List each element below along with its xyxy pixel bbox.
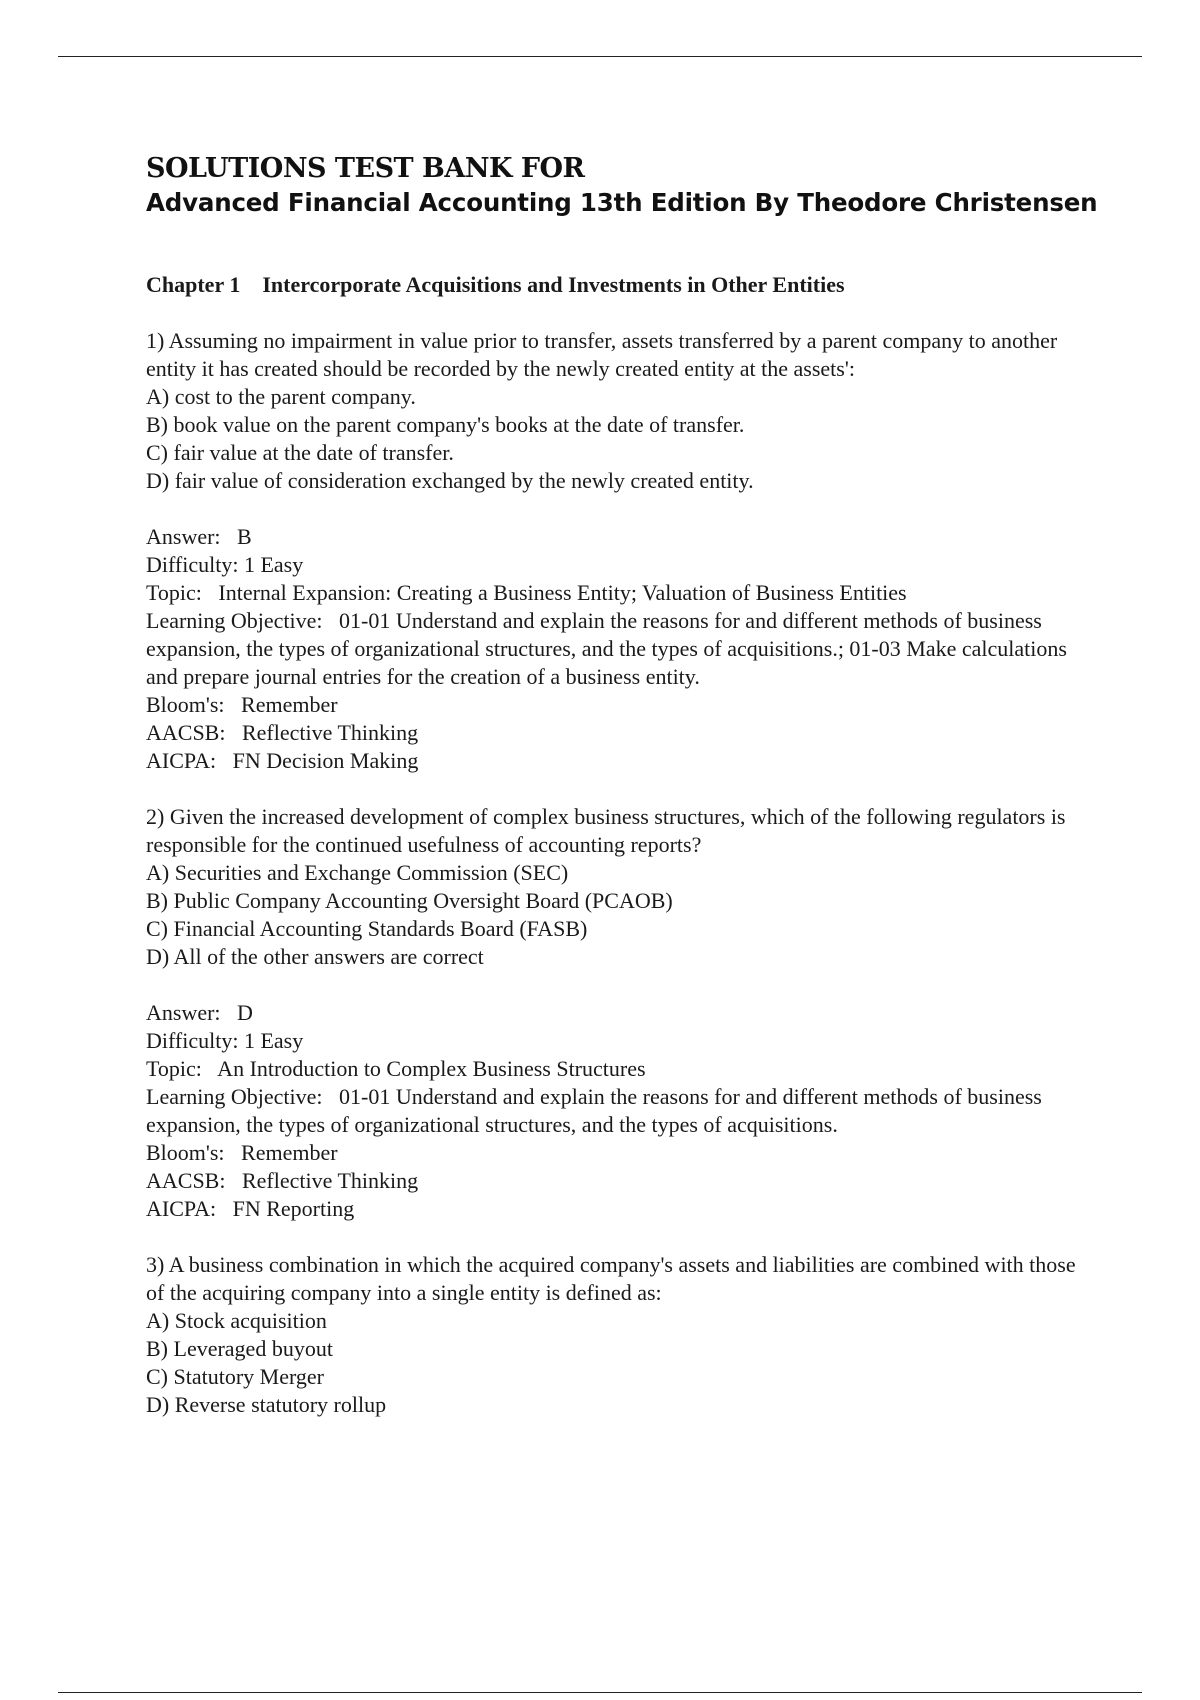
aacsb-line: AACSB: Reflective Thinking (146, 1168, 419, 1193)
question-metadata (146, 999, 1086, 1223)
question-2 (146, 803, 1086, 1223)
question-3 (146, 1251, 1086, 1419)
answer-option: D) Reverse statutory rollup (146, 1392, 387, 1417)
question-metadata (146, 523, 1086, 775)
answer-option: A) Securities and Exchange Commission (SEC) (146, 860, 569, 885)
aicpa-line: AICPA: FN Decision Making (146, 748, 419, 773)
answer-option: C) fair value at the date of transfer. (146, 440, 454, 465)
answer-option: B) Leveraged buyout (146, 1336, 333, 1361)
document-subtitle: Advanced Financial Accounting 13th Edition By Theodore Christensen (146, 188, 1098, 217)
answer-option: D) All of the other answers are correct (146, 944, 484, 969)
blooms-line: Bloom's: Remember (146, 692, 338, 717)
answer-line: Answer: D (146, 1000, 253, 1025)
document-page (146, 152, 1098, 1419)
answer-option: A) cost to the parent company. (146, 384, 416, 409)
question-stem: 1) Assuming no impairment in value prior to transfer, assets transferred by a parent company to another entity it has created should be recorded by the newly created entity at the assets': (146, 328, 1058, 381)
topic-line: Topic: Internal Expansion: Creating a Business Entity; Valuation of Business Entities (146, 580, 907, 605)
document-title: SOLUTIONS TEST BANK FOR (146, 153, 585, 184)
question-stem: 2) Given the increased development of complex business structures, which of the following regulators is responsible for the continued usefulness of accounting reports? (146, 804, 1066, 857)
answer-option: D) fair value of consideration exchanged by the newly created entity. (146, 468, 754, 493)
answer-option: B) book value on the parent company's books at the date of transfer. (146, 412, 745, 437)
difficulty-line: Difficulty: 1 Easy (146, 552, 304, 577)
blooms-line: Bloom's: Remember (146, 1140, 338, 1165)
answer-option: A) Stock acquisition (146, 1308, 327, 1333)
answer-line: Answer: B (146, 524, 252, 549)
bottom-rule (58, 1692, 1142, 1693)
chapter-heading: Chapter 1 Intercorporate Acquisitions and Investments in Other Entities (146, 272, 845, 297)
learning-objective-line: Learning Objective: 01-01 Understand and explain the reasons for and different methods of business expansion, the types of organizational structures, and the types of acquisitions.; 01-03 Make calculations and prepare journal entries for the creation of a business entity. (146, 608, 1073, 689)
answer-option: B) Public Company Accounting Oversight Board (PCAOB) (146, 888, 673, 913)
aicpa-line: AICPA: FN Reporting (146, 1196, 355, 1221)
difficulty-line: Difficulty: 1 Easy (146, 1028, 304, 1053)
learning-objective-line: Learning Objective: 01-01 Understand and explain the reasons for and different methods of business expansion, the types of organizational structures, and the types of acquisitions. (146, 1084, 1048, 1137)
aacsb-line: AACSB: Reflective Thinking (146, 720, 419, 745)
answer-option: C) Financial Accounting Standards Board (FASB) (146, 916, 588, 941)
top-rule (58, 56, 1142, 57)
question-1 (146, 327, 1086, 775)
topic-line: Topic: An Introduction to Complex Business Structures (146, 1056, 646, 1081)
answer-option: C) Statutory Merger (146, 1364, 325, 1389)
question-stem: 3) A business combination in which the acquired company's assets and liabilities are combined with those of the acquiring company into a single entity is defined as: (146, 1252, 1076, 1305)
